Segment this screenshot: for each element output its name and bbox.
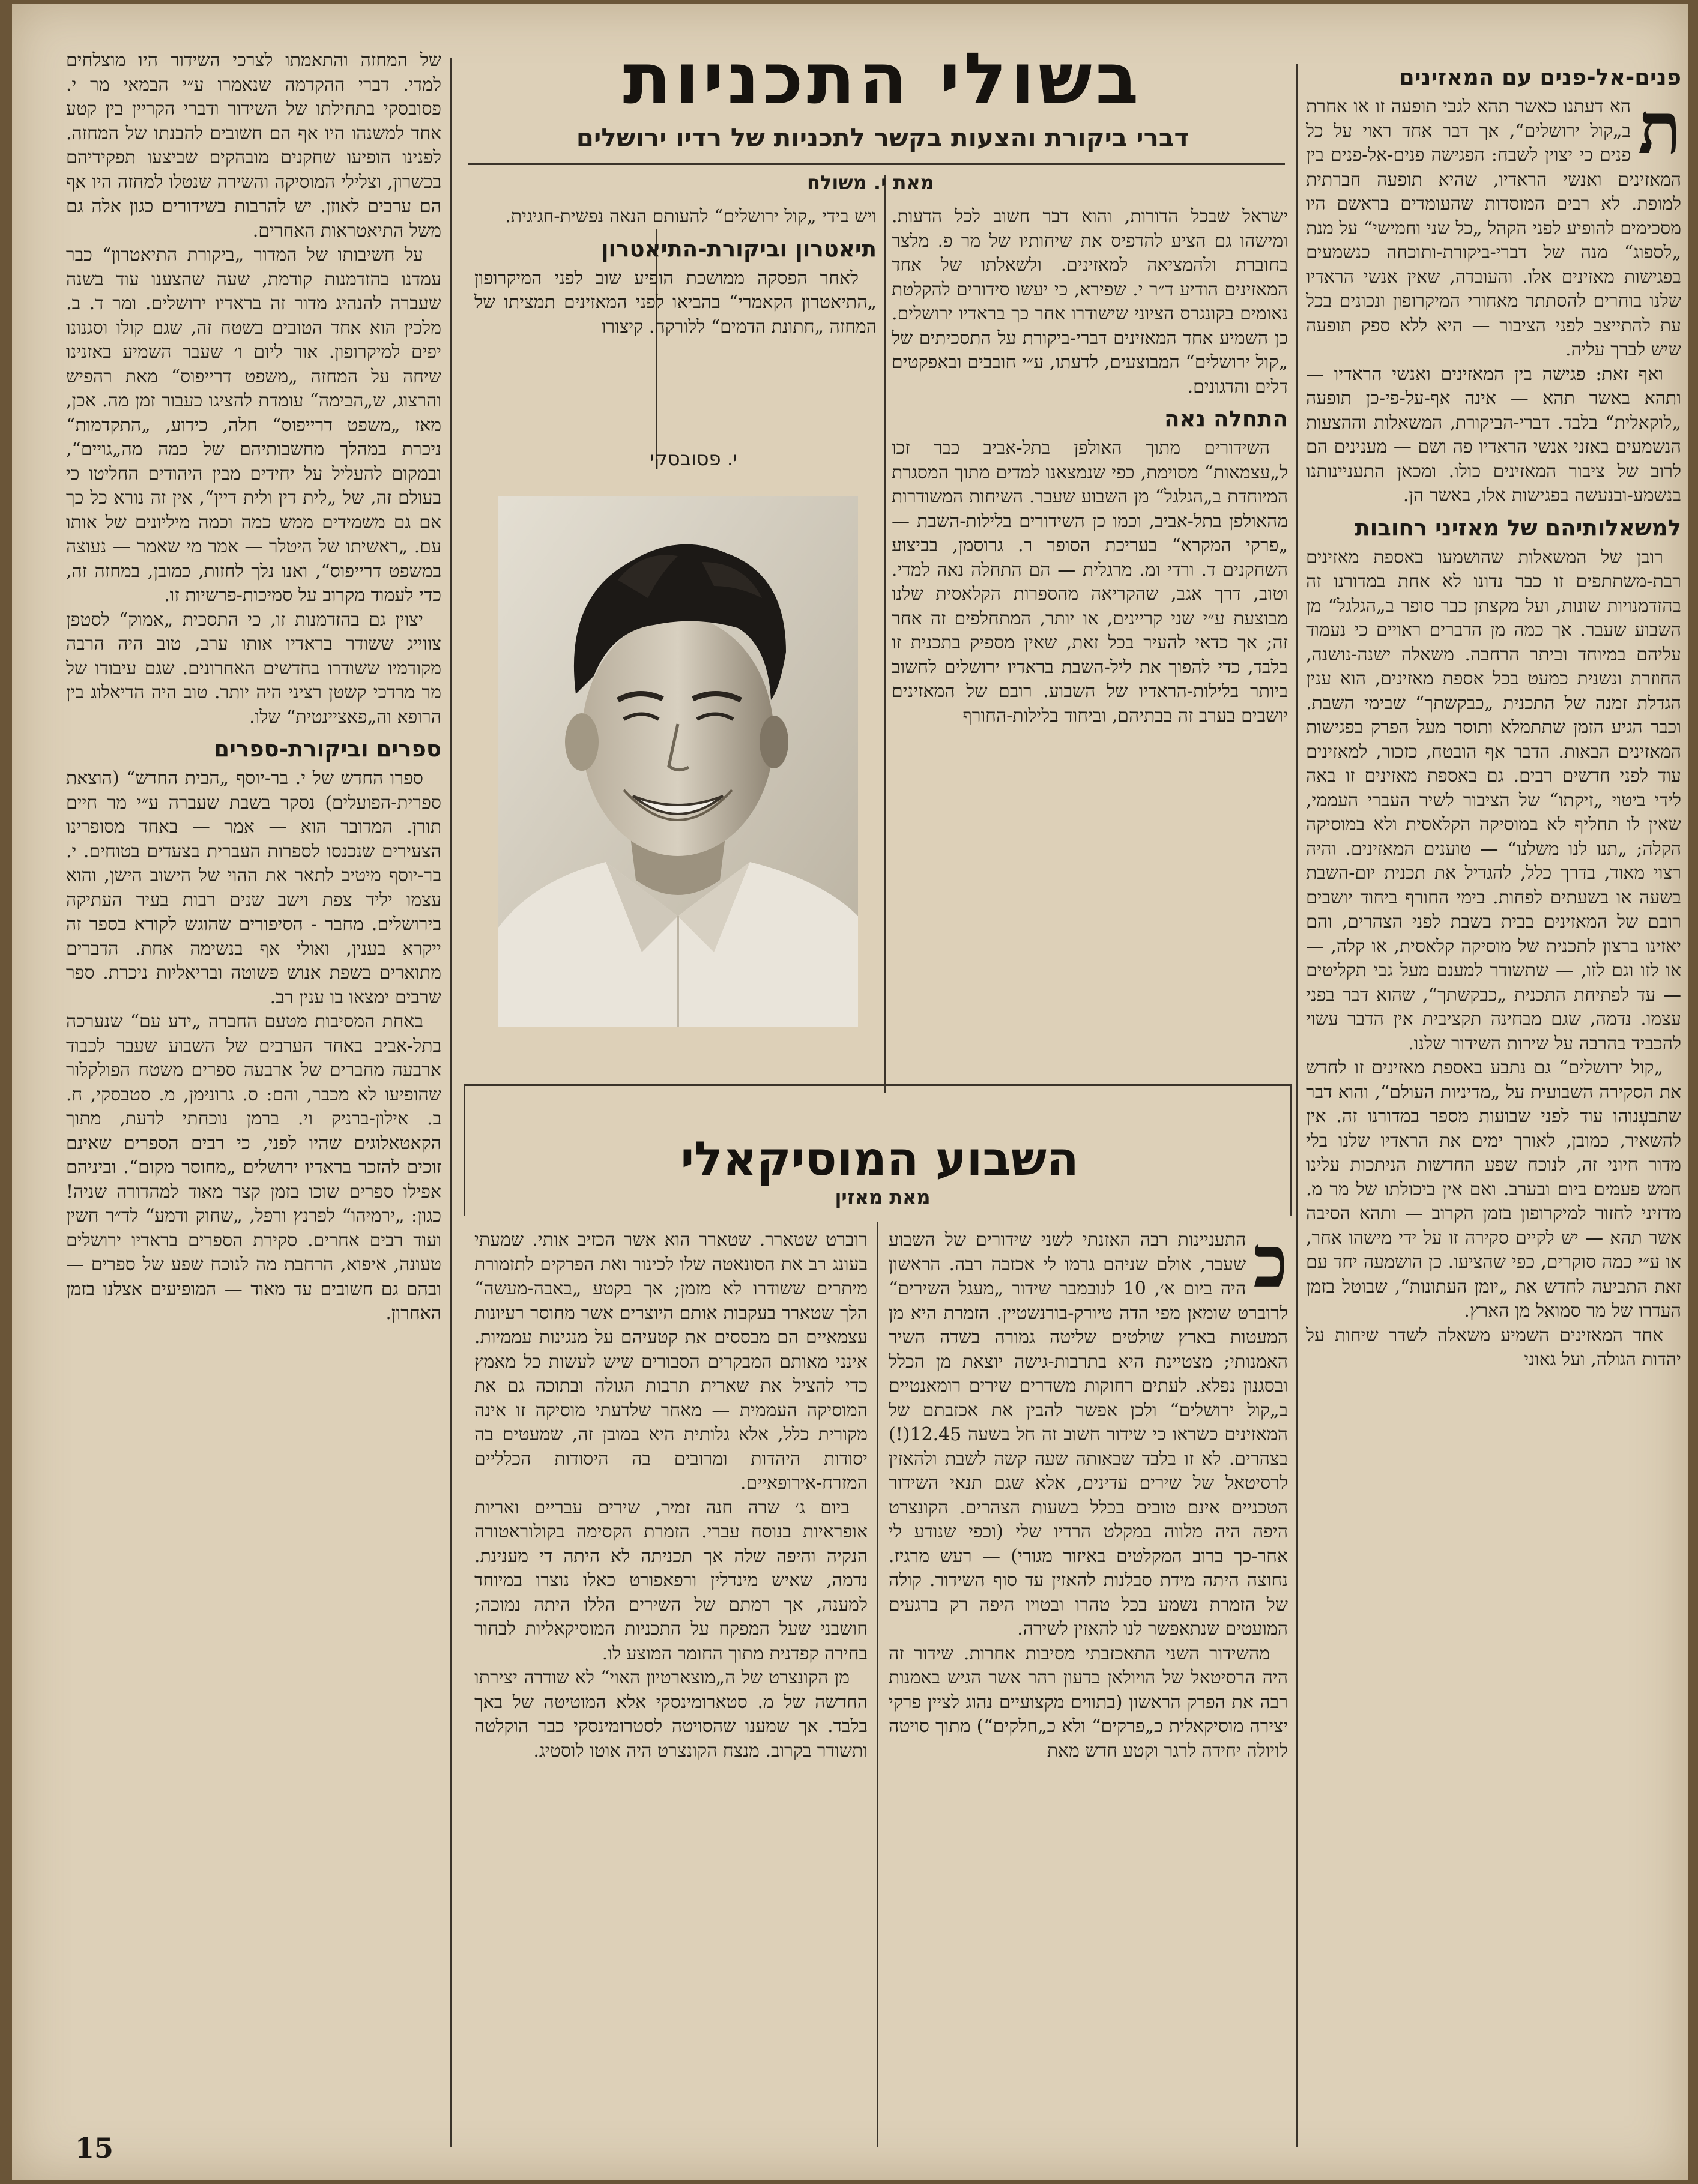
page-number: 15 — [75, 2132, 114, 2164]
column-3 — [66, 49, 441, 2126]
column-2a — [892, 205, 1288, 1075]
column-1 — [1306, 64, 1681, 2147]
section-box-top — [464, 1084, 1292, 1086]
paragraph: ספרו החדש של י. בר-יוסף „הבית החדש“ (הוצאת ספרית-הפועלים) נסקר בשבת שעברה ע״י מר חיים תורן. המדובר הוא — אמר — באחד מסופרינו הצעירים שנכנסו לספרות העברית בצעדים בטוחים. י. בר-יוסף מיטיב לתאר את ההוי של הישוב הישן, והוא עצמו יליד צפת וישב שנים רבות בעיר העתיקה בירושלים. מחבר - הסיפורים שהוגש לקורא בספר זה ייקרא בענין, ואולי אף בנשימה אחת. הדברים מתוארים בשפת אנוש פשוטה ובריאליות ניכרת. ספר שרבים ימצאו בו ענין רב. — [66, 768, 441, 1008]
paragraph: באחת המסיבות מטעם החברה „ידע עם“ שנערכה בתל-אביב באחד הערבים של השבוע שעבר לכבוד ארבעה מחברים של ארבעה ספרים משטח הפולקלור שהופיעו לא מכבר, והם: ס. גרונימן, מ. סטבסקי, ח. ב. אילון-ברניק וי. ברמן נוכחתי לדעת, מתוך הקאטאלוגים שהיו לפני, כי רבים הספרים שאינם זוכים להזכר בראדיו ירושלים „מחוסר מקום“. וביניהם אפילו ספרים שוכו בזמן קצר מאוד למהדורה שניה! כגון: „ירמיהו“ לפרנץ ורפל, „שחוק ודמע“ לד״ר חשין ועוד רבים אחרים. סקירת הספרים בראדיו ירושלים טעונה, איפוא, הרחבת מה לנוכח שפע של ספרים — ובהם גם חשובים עד מאוד — המופיעים אצלנו בזמן האחרון. — [66, 1011, 441, 1324]
paragraph: לאחר הפסקה ממושכת הופיע שוב לפני המיקרופון „התיאטרון הקאמרי“ בהביאו לפני המאזינים תמציתו של המחזה „חתונת הדמים“ ללורקה. קיצורו — [474, 267, 877, 337]
paragraph: הא דעתנו כאשר תהא לגבי תופעה זו או אחרת ב„קול ירושלים“, אך דבר אחד ראוי על כל פנים כי יצוין לשבח: הפגישה פנים-אל-פנים בין המאזינים ואנשי הראדיו, שהיא תופעה חברתית למופת. לא רבים המוסדות שהעומדים בראשם היו מסכימים להופיע לפני הקהל „כל שני וחמישי“ על מנת „לספוג“ מנה של דברי-ביקורת-ותוכחה כנשמעים בפגישות מאזינים אלו. והעובדה, שאין אנשי הראדיו שלנו בוחרים להסתתר מאחורי המיקרופון ונכונים בכל עת להתייצב לפני הציבור — היא ללא ספק תופעה שיש לברך עליה. — [1306, 96, 1681, 360]
music-column-left — [474, 1228, 868, 2147]
article-title: בשולי התכניות — [623, 37, 1143, 120]
paragraph: „קול ירושלים“ גם נתבע באספת מאזינים זו לחדש את הסקירה השבועית על „מדיניות העולם“, והוא דבר שתבעְנוהו עוד לפני שבועות מספר במדורנו זה. אין להשאיר, כמובן, לאורך ימים את הראדיו שלנו בלי מדור חיוני זה, לנוכח שפע החדשות הניתכות עלינו חמש פעמים ביום ובערב. ואם אין ביכולתו של מר מ. מדזיני לחזור למיקרופון בזמן הקרוב — ותהא הסיבה אשר תהא — יש לקיים סקירה זו על ידי מישהו אחר, או ע״י כמה סוקרים, כפי שהציעו. כן הושמעה יחד עם זאת התביעה לחדש את „יומן העתונות“, שבוטל בזמן העדרו של מר סמואל מן הארץ. — [1306, 1057, 1681, 1321]
title-rule — [468, 163, 1285, 165]
section-heading: פנים-אל-פנים עם המאזינים — [1399, 64, 1681, 90]
paragraph: רובן של המשאלות שהושמעו באספת מאזינים רבת-משתתפים זו כבר נדונו לא אחת במדורנו זה בהזדמנויות שונות, ועל מקצתן כבר סופר ב„הגלגל“ מן השבוע שעבר. אך כמה מן הדברים ראויים כי נעמוד עליהם במיוחד וביתר הרחבה. משאלה ישנה-נושנה, החוזרת ונשנית כמעט בכל אספת מאזינים, הוא ענין הגדלת זמנה של התכנית „כבקשתך“ שבימי השבת. וכבר הגיע הזמן שתתמלא ותוסר מעל הפרק בפגישות המאזינים הבאות. הדבר אף הובטח, כזכור, למאזינים עוד לפני חדשים רבים. גם באספת מאזינים זו באה לידי ביטוי „זיקתו“ של הציבור לשיר העברי העממי, שאין לו תחליף לא במוסיקה הקלאסית ולא במוסיקה הקלה; „תנו לנו משלנו“ — טוענים המאזינים. והיה רצוי מאוד, בדרך כלל, להגדיל את תכנית יום-השבת בשעה או בשעתים לפחות. בימי החורף ביחוד יושבים רובם של המאזינים בבית בשבת לפני הצהרים, והם יאזינו ברצון לתכנית של מוסיקה קלאסית, או קלה, — או לזו וגם לזו, — שתשודר למענם מעל גבי תקליטים — עד לפתיחת התכנית „כבקשתך“, שהוא דבר בפני עצמו. נדמה, שגם מבחינה תקציבית אין הדבר עשוי להכביד בהרבה על שירות השידור שלנו. — [1306, 546, 1681, 1054]
photo-caption: י. פסובסקי — [649, 447, 738, 470]
column-2b — [474, 205, 877, 466]
article-byline: מאת י. משולח — [807, 171, 934, 194]
article-subtitle: דברי ביקורת והצעות בקשר לתכניות של רדיו ירושלים — [576, 123, 1189, 152]
section-heading: התחלה נאה — [1164, 406, 1288, 432]
paragraph: מהשידור השני התאכזבתי מסיבות אחרות. שידור זה היה הרסיטאל של הויולאן בדעון רהר אשר הגיש באמנות רבה את הפרק הראשון (בתווים מקצועיים נהוג לציין פרקי יצירה מוסיקאלית כ„פרקים“ ולא כ„חלקים“) מתוך סויטה לויולה יחידה לרגר וקטע חדש מאת — [889, 1643, 1288, 1761]
paragraph: ויש בידי „קול ירושלים“ להעותם הנאה נפשית-חגיגית. — [505, 206, 877, 227]
paragraph: אחד המאזינים השמיע משאלה לשדר שיחות על יהדות הגולה, ועל גאוני — [1306, 1324, 1681, 1370]
paragraph: יצוין גם בהזדמנות זו, כי התסכית „אמוק“ לסטפן צווייג ששודר בראדיו אותו ערב, טוב היה הרבה מקודמיו ששודרו בחדשים האחרונים. שגם עיבודו של מר מרדכי קשטן רציני היה יותר. טוב היה הדיאלוג בין הרופא וה„פאציינטית“ שלו. — [66, 609, 441, 728]
portrait-illustration — [498, 496, 858, 1027]
paragraph: על חשיבותו של המדור „ביקורת התיאטרון“ כבר עמדנו בהזדמנות קודמת, שעה שהצענו עוד בשנה שעברה להנהיג מדור זה בראדיו ירושלים. ומר ד. ב. מלכין הוא אחד הטובים בשטח זה, שגם קולו וסגנונו יפים למיקרופון. אור ליום ו׳ שעבר השמיע באזנינו שיחה על המחזה „משפט דרייפוס“ מאת רהפיש והרצוג, ש„הבימה“ עומדת להציגו כעבור זמן מה. אכן, מאז „משפט דרייפוס“ חלה, כידוע, „התקדמות“ ניכרת במהלך מחשבותיהם של כמה מה„גויים“, ובמקום להעליל על יחידים מבין היהודים החליטו כי בעולם זה, של „לית דין ולית דיין“, אין זה נורא כל כך אם גם משמידים ממש כמה וכמה מיליונים של אותו עם. „ראשיתו של היטלר — אמר מי שאמר — נעוצה במשפט דרייפוס“, ואנו נלך לחזות, כמובן, במחזה זה, כדי לעמוד מקרוב על סמיכות-פרשיות זו. — [66, 244, 441, 606]
section-heading: ספרים וביקורת-ספרים — [214, 736, 441, 762]
magazine-page — [12, 4, 1688, 2180]
drop-cap: כ — [1253, 1228, 1288, 1303]
paragraph: התעניינות רבה האזנתי לשני שידורים של השבוע שעבר, אולם שניהם גרמו לי אכזבה רבה. הראשון היה ביום א׳, 10 לנובמבר שידור „מעגל השירים“ לרוברט שומאן מפי הדה טיורק-בורנשטיין. הזמרת היא מן המעטות בארץ שולטים שליטה גמורה בשדה השיר האמנותי; מצטיינת היא בתרבות-גישה יוצאת מן הכלל ובסגנון נפלא. לעתים רחוקות משדרים שירים רומאנטיים ב„קול ירושלים“ ולכן אפשר להבין את אכזבתם של המאזינים כשראו כי שידור חשוב זה חל בשעה 12.45(!) בצהרים. לא זו בלבד שבאותה שעה קשה לשבת ולהאזין לרסיטאל של שירים עדינים, אלא שגם תנאי השידור הטכניים אינם טובים בכלל בשעות הצהרים. הקונצרט היפה היה מלווה במקלט הרדיו שלי (וכפי שנודע לי אחר-כך ברוב המקלטים באיזור מגורי) — רעש מרגיז. נחוצה היתה מידת סבלנות להאזין עד סוף השידור. קולה של הזמרת נשמע בכל טהרו ובטויו היפה רק ברגעים המועטים שנתאפשר לנו להאזין לשירה. — [889, 1229, 1288, 1640]
paragraph: ישראל שבכל הדורות, והוא דבר חשוב לכל הדעות. ומישהו גם הציע להדפיס את שיחותיו של מר פ. מלצר בחוברת ולהמציאה למאזינים. ולשאלתו של אחד המאזינים הודיע ד״ר י. שפירא, כי יעשו סידורים להקלטת נאומים בקונגרס הציוני שישודרו אחר כך בראדיו ירושלים. כן השמיע אחד המאזינים דברי-ביקורת על התסכיתים של „קול ירושלים“ המבוצעים, לדעתו, ע״י חובבים ובאפקטים דלים והדגונים. — [892, 206, 1288, 397]
column-rule — [884, 175, 886, 1093]
section-heading: תיאטרון וביקורת-התיאטרון — [600, 235, 877, 262]
paragraph: השידורים מתוך האולפן בתל-אביב כבר זכו ל„עצמאות“ מסוימת, כפי שנמצאנו למדים מתוך המסגרת המיוחדת ב„הגלגל“ מן השבוע שעבר. השיחות המשודרות מהאולפן בתל-אביב, וכמו כן השידורים בלילות-השבת — „פרקי המקרא“ בעריכת הסופר ר. גרוסמן, בביצוע השחקנים ד. ורדי ומ. מרגלית — הם התחלה נאה למדי. וטוב, דרך אגב, שהקריאה מהספרות הקלאסית שלנו מבוצעת ע״י שני קריינים, או יותר, המתחלפים זה אחר זה; אך כדאי להעיר בכל זאת, שאין מספיק בתכנית זו בלבד, כדי להפוך את ליל-השבת בראדיו ירושלים לחשוב ביותר בלילות-הראדיו של השבוע. רובם של המאזינים יושבים בערב זה בבתיהם, וביחוד בלילות-החורף — [892, 438, 1288, 726]
section-heading: למשאלותיהם של מאזיני רחובות — [1355, 514, 1681, 541]
music-column-right — [889, 1228, 1288, 2147]
column-rule — [450, 58, 452, 2147]
paragraph: של המחזה והתאמתו לצרכי השידור היו מוצלחים למדי. דברי ההקדמה שנאמרו ע״י הבמאי מר י. פסובסקי בתחילתו של השידור ודברי הקריין בין קטע אחד למשנהו היו אף הם חשובים להבנתו של המחזה. לפנינו הופיעו שחקנים מובהקים שביצעו תפקידיהם בכשרון, וצלילי המוסיקה והשירה שנטלו למחזה היו אף הם ערבים לאוזן. יש להרבות בשידורים כגון אלה גם משל התיאטראות האחרים. — [66, 50, 441, 241]
drop-cap: ת — [1638, 86, 1681, 170]
music-section-byline: מאת מאזין — [835, 1186, 931, 1208]
column-rule — [1296, 64, 1298, 2147]
paragraph: מן הקונצרט של ה„מוצארטיון האוי“ לא שודרה יצירתו החדשה של מ. סטארומינסקי אלא המוטיטה של באך בלבד. אך שמענו שהסויטה לסטרומינסקי כבר הוקלטה ותשודר בקרוב. מנצח הקונצרט היה אוטו לוסטיג. — [474, 1667, 868, 1761]
music-column-rule — [877, 1222, 878, 2147]
paragraph: רוברט שטארר. שטארר הוא אשר הכזיב אותי. שמעתי בעונג רב את הסונאטה שלו לכינור ואת הפרקים לתזמורת מיתרים ששודרו לא מזמן; אך בקטע „באבה-מעשה“ הלך שטארר בעקבות אותם היוצרים אשר מחוסר רעיונות עצמאיים הם מבססים את קטעיהם על מנגינות עממיות. אינני מאותם המבקרים הסבורים שיש לעשות כל מאמץ כדי להציל את שארית תרבות הגולה ובתוכה גם את המוסיקה העממית — מאחר שלדעתי מוסיקה זו אינה מקורית כלל, אלא גלותית היא במובן זה, שמעטים בה יסודות היהדות ומרובים בה היסודות הכלליים המזרח-אירופאיים. — [474, 1229, 868, 1494]
paragraph: ביום ג׳ שרה חנה זמיר, שירים עבריים ואריות אופראיות בנוסח עברי. הזמרת הקסימה בקולוראטורה הנקיה והיפה שלה אך תכניתה לא היתה די מענינת. נדמה, שאיש מינדלין ורפאפורט כאלו נוצרו במיוחד למענה, אך רמתם של השירים הללו היתה נמוכה; חושבני שעל המפקח על התכניות המוסיקאליות לבחור בחירה קפדנית מתוך החומר המוצע לו. — [474, 1497, 868, 1664]
music-section-title: השבוע המוסיקאלי — [680, 1132, 1079, 1186]
section-box-right — [1290, 1084, 1292, 1216]
paragraph: ואף זאת: פגישה בין המאזינים ואנשי הראדיו — ותהא באשר תהא — אינה אף-על-פי-כן תופעה „לוקאלית“ בלבד. דברי-הביקורת, המשאלות וההצעות הנשמעים באזני אנשי הראדיו פה ושם — מענינים הם לרוב של ציבור המאזינים כולו. ומכאן התעניינותנו בנשמע-ובנעשה בפגישות אלו, באשר הן. — [1306, 363, 1681, 506]
portrait-photo — [498, 496, 858, 1027]
section-box-left — [464, 1084, 465, 1216]
